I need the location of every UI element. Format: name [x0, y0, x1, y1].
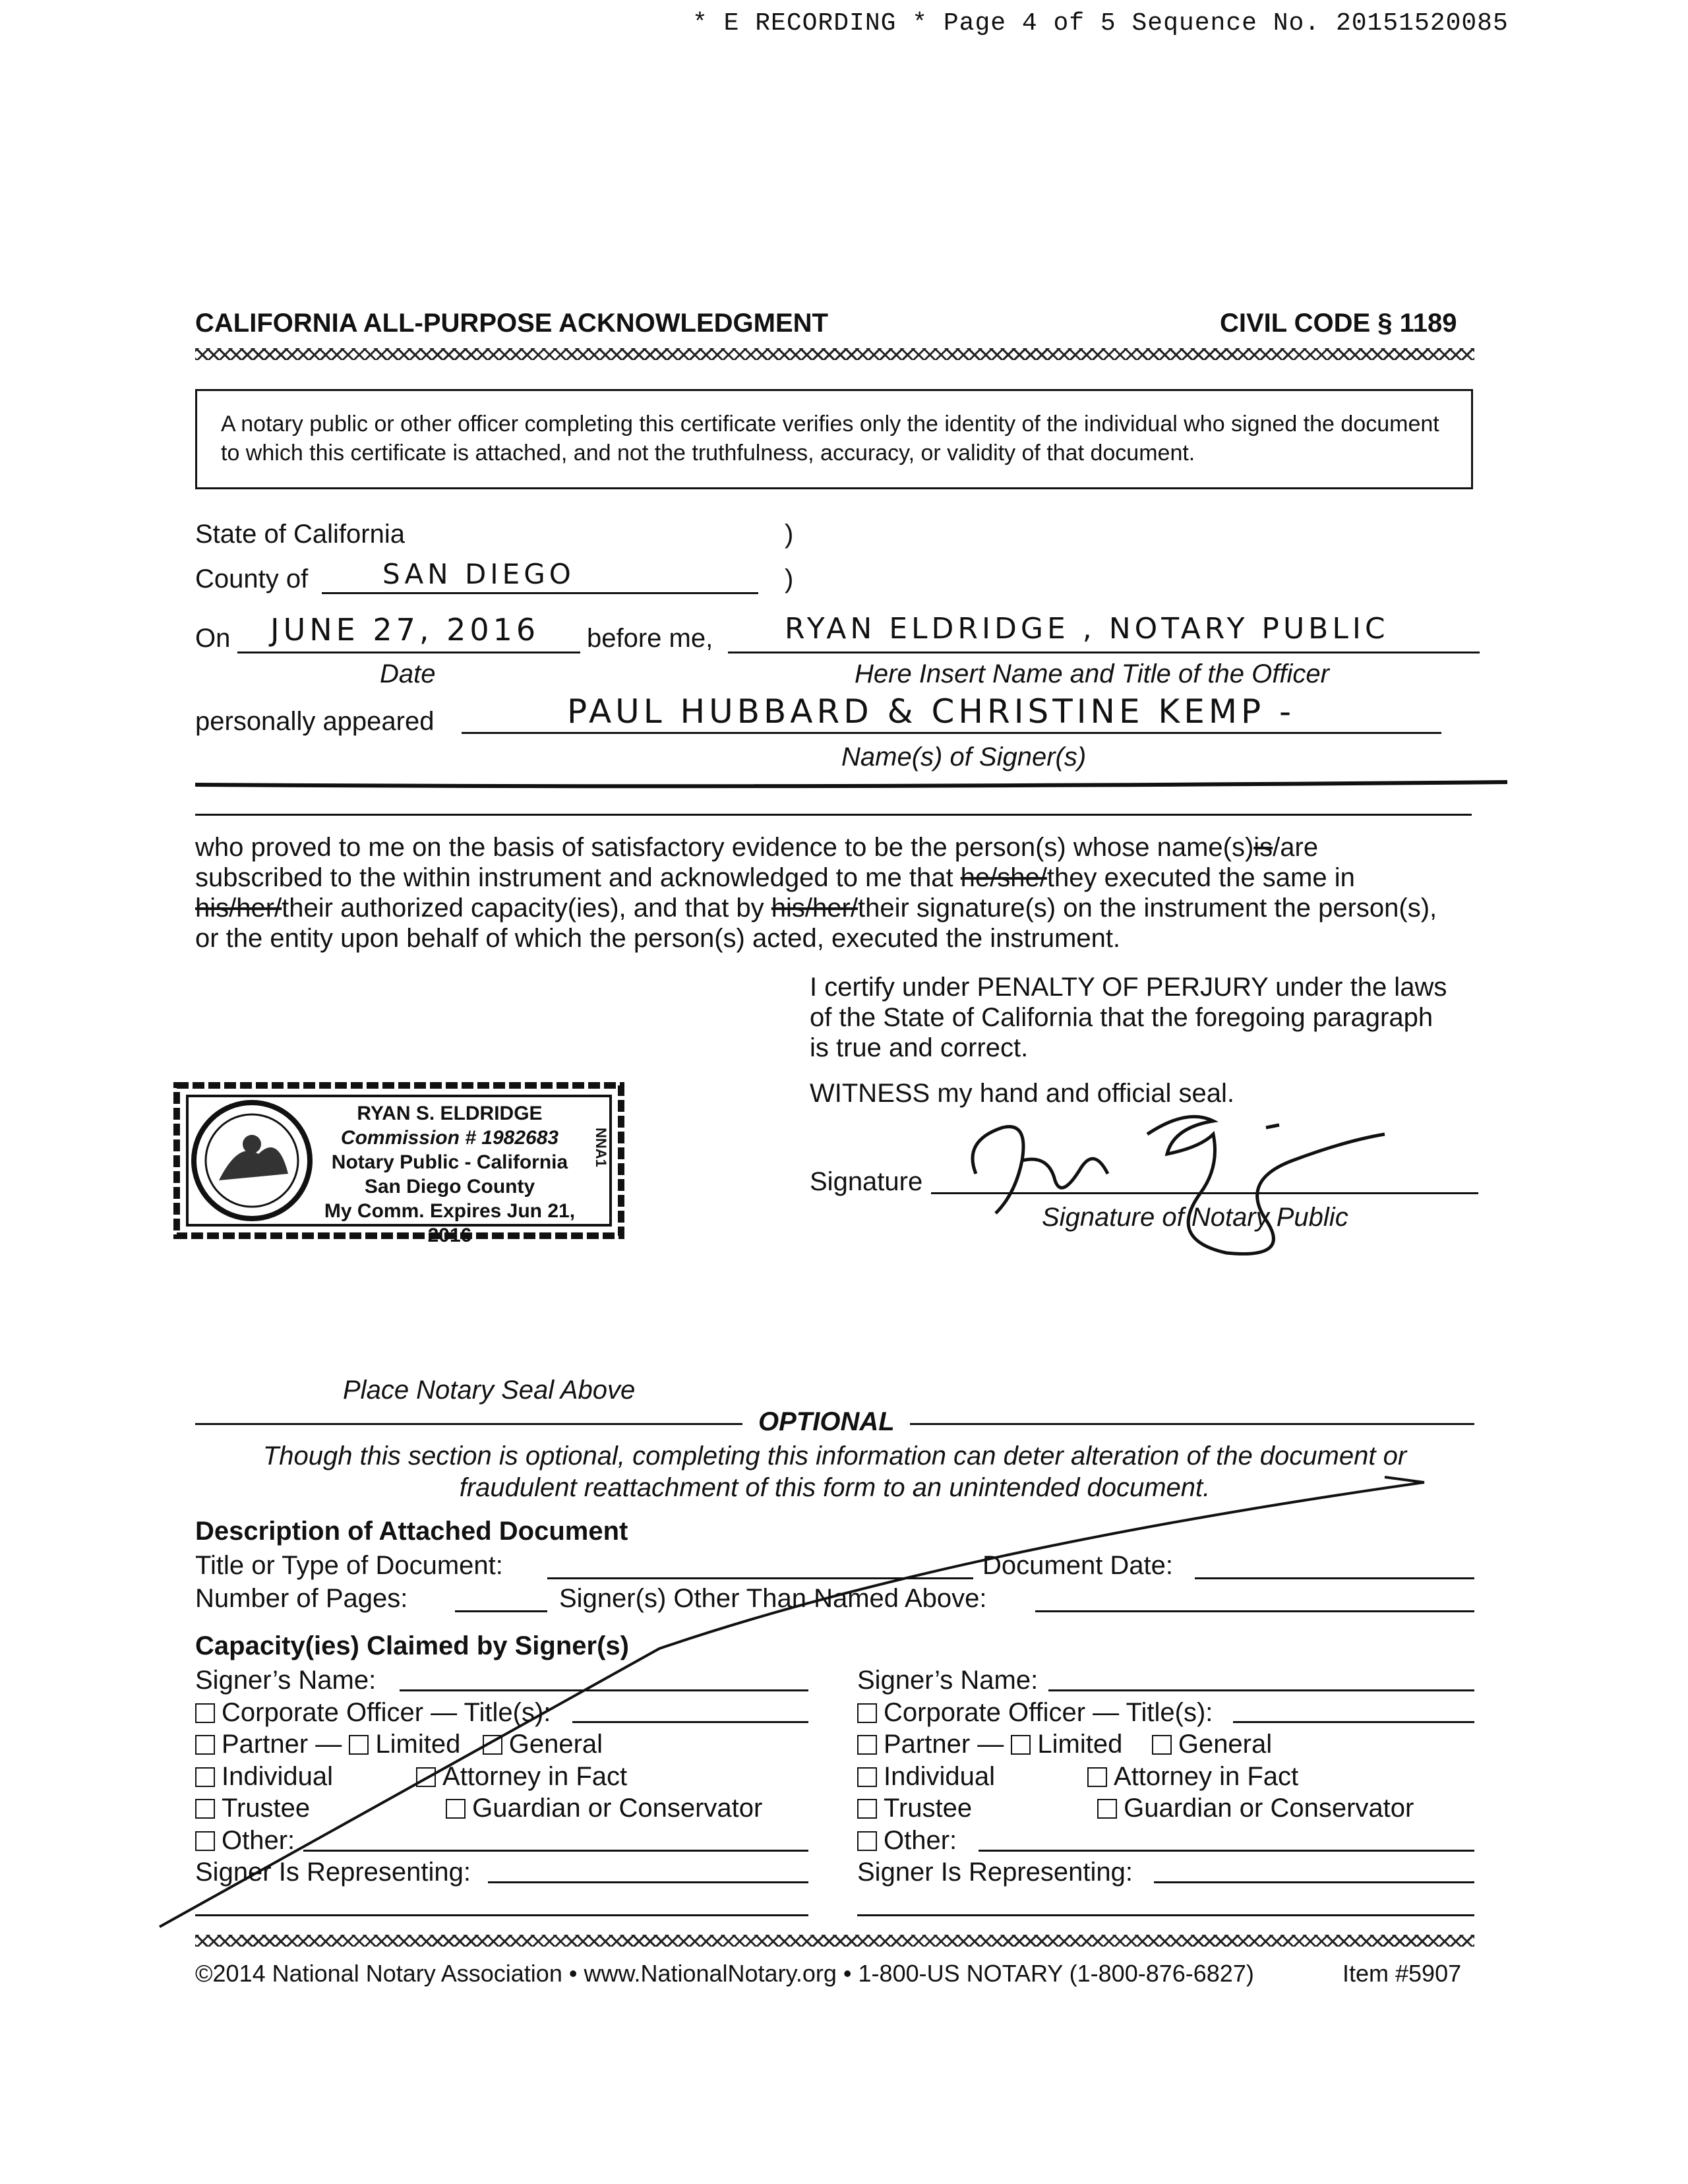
- left-limited-label: Limited: [375, 1730, 461, 1759]
- signature-caption: Signature of Notary Public: [1042, 1203, 1348, 1232]
- left-other-label: Other:: [222, 1825, 295, 1855]
- right-guardian-label: Guardian or Conservator: [1124, 1794, 1414, 1823]
- notice-box: [195, 389, 1473, 489]
- optional-heading: OPTIONAL: [758, 1407, 895, 1436]
- right-trustee-label: Trustee: [884, 1794, 973, 1823]
- date-line: [237, 652, 580, 653]
- civil-code-label: CIVIL CODE § 1189: [1220, 309, 1457, 338]
- body-l3-strike2: his/her/: [771, 894, 858, 923]
- witness-text: WITNESS my hand and official seal.: [810, 1079, 1234, 1108]
- form-title: CALIFORNIA ALL-PURPOSE ACKNOWLEDGMENT: [195, 309, 828, 338]
- notary-signature-image: [950, 1081, 1411, 1273]
- certify-l3: is true and correct.: [810, 1033, 1029, 1062]
- capacity-heading: Capacity(ies) Claimed by Signer(s): [195, 1631, 629, 1660]
- paren-2: ): [785, 564, 794, 593]
- seal-county: San Diego County: [364, 1176, 535, 1198]
- certify-l1: I certify under PENALTY OF PERJURY under the laws: [810, 973, 1447, 1002]
- handwritten-underline: [195, 778, 1507, 793]
- body-l1-strike: is: [1253, 833, 1273, 862]
- right-limited-label: Limited: [1037, 1730, 1123, 1759]
- appeared-label: personally appeared: [195, 707, 435, 736]
- decorative-border-bottom: [195, 1935, 1474, 1947]
- body-l2b: they executed the same in: [1046, 863, 1355, 892]
- paren-1: ): [785, 520, 794, 549]
- officer-line: [728, 652, 1480, 653]
- notary-seal-stamp: [173, 1081, 625, 1246]
- desc-heading: Description of Attached Document: [195, 1517, 628, 1546]
- seal-commission: Commission # 1982683: [340, 1127, 559, 1149]
- body-l2a: subscribed to the within instrument and acknowledged to me that: [195, 863, 961, 892]
- seal-text: [318, 1101, 582, 1248]
- appeared-caption: Name(s) of Signer(s): [841, 743, 1087, 772]
- optional-rule-right: [910, 1423, 1474, 1425]
- body-l1a: who proved to me on the basis of satisfactory evidence to be the person(s) whose name(s): [195, 833, 1254, 862]
- pages-label: Number of Pages:: [195, 1584, 408, 1613]
- left-trustee-label: Trustee: [222, 1794, 311, 1823]
- right-signer-name-label: Signer’s Name:: [857, 1666, 1039, 1695]
- county-value: SAN DIEGO: [382, 558, 575, 590]
- seal-name: RYAN S. ELDRIDGE: [357, 1103, 543, 1124]
- decorative-border-top: [195, 348, 1474, 360]
- title-type-label: Title or Type of Document:: [195, 1551, 503, 1580]
- before-me-label: before me,: [587, 624, 713, 653]
- right-other-label: Other:: [884, 1825, 957, 1855]
- left-general-label: General: [508, 1730, 603, 1759]
- footer-text: ©2014 National Notary Association • www.NationalNotary.org • 1-800-US NOTARY (1-800-876-6827): [195, 1960, 1254, 1987]
- body-paragraph: [195, 832, 1474, 954]
- right-individual-label: Individual: [884, 1761, 996, 1791]
- left-partner-label: Partner —: [222, 1730, 342, 1759]
- state-label: State of California: [195, 520, 405, 549]
- officer-value: RYAN ELDRIDGE , NOTARY PUBLIC: [785, 612, 1389, 646]
- footer-item: Item #5907: [1342, 1960, 1462, 1987]
- right-representing-label: Signer Is Representing:: [857, 1858, 1133, 1887]
- body-l3a: their authorized capacity(ies), and that by: [282, 894, 771, 923]
- right-general-label: General: [1178, 1730, 1273, 1759]
- date-value: JUNE 27, 2016: [270, 612, 540, 648]
- certify-block: [810, 972, 1447, 1063]
- recording-header: * E RECORDING * Page 4 of 5 Sequence No. 20151520085: [692, 9, 1509, 38]
- body-l3-strike1: his/her/: [195, 894, 282, 923]
- county-label: County of: [195, 564, 309, 593]
- body-l1b: /are: [1273, 833, 1319, 862]
- notice-text: A notary public or other officer completing this certificate verifies only the identity of the individual who signed the document to which this certificate is attached, and not the truthfulness, accuracy, or validity of that document.: [221, 411, 1439, 466]
- body-l3b: their signature(s) on the instrument the person(s),: [857, 894, 1437, 923]
- left-representing-label: Signer Is Representing:: [195, 1858, 471, 1887]
- signature-label: Signature: [810, 1167, 923, 1196]
- void-slash-mark: [158, 1471, 1437, 1932]
- on-label: On: [195, 624, 231, 653]
- doc-date-label: Document Date:: [982, 1551, 1174, 1580]
- seal-side-text: NNA1: [593, 1128, 609, 1167]
- right-partner-label: Partner —: [884, 1730, 1004, 1759]
- seal-expires: My Comm. Expires Jun 21, 2016: [324, 1200, 576, 1246]
- body-l2-strike: he/she/: [960, 863, 1047, 892]
- seal-place-caption: Place Notary Seal Above: [343, 1376, 636, 1405]
- left-signer-name-label: Signer’s Name:: [195, 1666, 377, 1695]
- date-caption: Date: [380, 659, 436, 688]
- appeared-line-2: [195, 814, 1472, 816]
- left-individual-label: Individual: [222, 1761, 334, 1791]
- left-corporate-label: Corporate Officer — Title(s):: [222, 1697, 551, 1727]
- other-signers-label: Signer(s) Other Than Named Above:: [559, 1584, 987, 1613]
- appeared-line: [462, 732, 1441, 734]
- right-attorney-label: Attorney in Fact: [1114, 1761, 1299, 1791]
- right-corporate-label: Corporate Officer — Title(s):: [884, 1697, 1213, 1727]
- certify-l2: of the State of California that the foregoing paragraph: [810, 1003, 1433, 1032]
- county-line: [322, 592, 758, 594]
- optional-intro-l2: fraudulent reattachment of this form to an unintended document.: [459, 1473, 1211, 1502]
- seal-title: Notary Public - California: [331, 1151, 568, 1173]
- appeared-value: PAUL HUBBARD & CHRISTINE KEMP -: [567, 692, 1296, 731]
- left-guardian-label: Guardian or Conservator: [472, 1794, 763, 1823]
- optional-rule-left: [195, 1423, 742, 1425]
- optional-intro-l1: Though this section is optional, completing this information can deter alteration of the document or: [262, 1441, 1407, 1471]
- left-attorney-label: Attorney in Fact: [442, 1761, 628, 1791]
- body-l4: or the entity upon behalf of which the person(s) acted, executed the instrument.: [195, 924, 1121, 953]
- officer-caption: Here Insert Name and Title of the Officer: [855, 659, 1329, 688]
